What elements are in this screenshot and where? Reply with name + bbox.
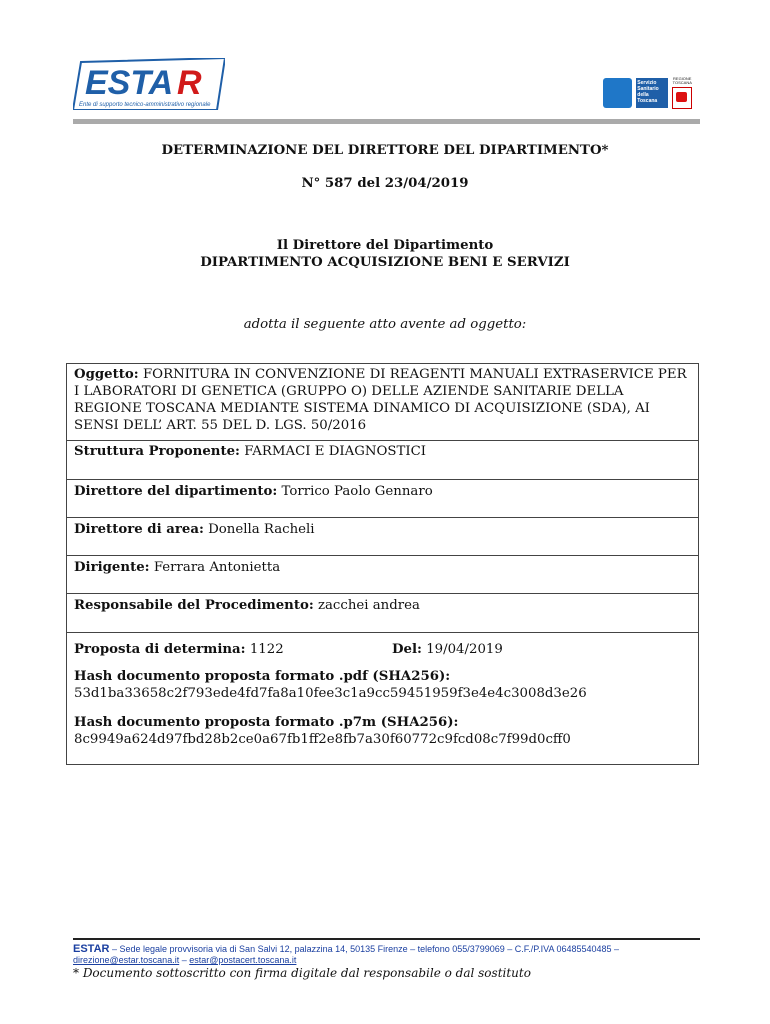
direttore-dip-label: Direttore del dipartimento: [74, 484, 278, 499]
oggetto-value: FORNITURA IN CONVENZIONE DI REAGENTI MANUALI EXTRASERVICE PER I LABORATORI DI GENETICA (GRUPPO O) DELLE AZIENDE SANITARIE DELLA REGIONE TOSCANA MEDIANTE SISTEMA DINAMICO DI ACQUISIZIONE (SDA), AI SENSI DELL’ ART. 55 DEL D. LGS. 50/2016 [74, 367, 687, 433]
direttore-area-row [67, 518, 698, 556]
proposta-label: Proposta di determina: [74, 642, 246, 657]
direttore-area-value: Donella Racheli [208, 522, 315, 537]
proposta-value: 1122 [249, 642, 284, 657]
proposta-row [67, 633, 698, 764]
footer-rule [73, 938, 700, 940]
region-label: REGIONE TOSCANA [672, 76, 692, 85]
footer-email-direzione[interactable]: direzione@estar.toscana.it [73, 955, 180, 965]
dirigente-label: Dirigente: [74, 560, 150, 575]
responsabile-row [67, 594, 698, 633]
header-rule [73, 119, 700, 124]
del-label: Del: [392, 642, 422, 657]
signature-note: * Documento sottoscritto con firma digitale dal responsabile o dal sostituto [73, 966, 531, 980]
struttura-label: Struttura Proponente: [74, 444, 240, 459]
direttore-dipartimento-row [67, 480, 698, 518]
dirigente-row [67, 556, 698, 594]
details-box [66, 363, 699, 765]
document-number: N° 587 del 23/04/2019 [301, 176, 469, 191]
pegasus-shield-icon [672, 87, 692, 109]
oggetto-label: Oggetto: [74, 367, 139, 382]
struttura-value: FARMACI E DIAGNOSTICI [244, 444, 427, 459]
logo-tagline: Ente di supporto tecnico-amministrativo regionale [79, 102, 211, 108]
struttura-row [67, 441, 698, 480]
hash-pdf-value: 53d1ba33658c2f793ede4fd7fa8a10fee3c1a9cc59451959f3e4e4c3008d3e26 [74, 686, 587, 701]
footer-address-text: – Sede legale provvisoria via di San Salvi 12, palazzina 14, 50135 Firenze – telefono 055/3799069 – C.F./P.IVA 06485540485 – [111, 944, 620, 954]
hash-p7m-label: Hash documento proposta formato .p7m (SHA256): [74, 715, 459, 730]
footer-address [73, 944, 700, 966]
svg-text:R: R [177, 64, 202, 102]
footer-separator: – [181, 955, 187, 965]
direttore-dip-value: Torrico Paolo Gennaro [281, 484, 433, 499]
ssr-emblem-icon [603, 78, 632, 108]
del-value: 19/04/2019 [426, 642, 503, 657]
document-title: DETERMINAZIONE DEL DIRETTORE DEL DIPARTIMENTO* [161, 143, 609, 158]
dirigente-value: Ferrara Antonietta [153, 560, 281, 575]
hash-p7m-value: 8c9949a624d97fbd28b2ce0a67fb1ff2e8fb7a30f60772c9fcd08c7f99d0cff0 [74, 732, 571, 747]
footer-brand: ESTAR [73, 943, 110, 955]
responsabile-label: Responsabile del Procedimento: [74, 598, 314, 613]
ssr-label: Servizio Sanitario della Toscana [636, 78, 667, 108]
ssr-logos [603, 76, 693, 110]
responsabile-value: zacchei andrea [318, 598, 420, 613]
director-line: Il Direttore del Dipartimento [276, 238, 494, 253]
estar-logo [73, 58, 225, 110]
direttore-area-label: Direttore di area: [74, 522, 204, 537]
svg-text:ESTA: ESTA [85, 64, 174, 102]
oggetto-row [67, 364, 698, 441]
regione-toscana-logo [672, 77, 693, 109]
intro-text: adotta il seguente atto avente ad oggetto: [243, 317, 527, 332]
footer-email-pec[interactable]: estar@postacert.toscana.it [189, 955, 297, 965]
hash-pdf-label: Hash documento proposta formato .pdf (SHA256): [74, 669, 451, 684]
department-name: DIPARTIMENTO ACQUISIZIONE BENI E SERVIZI [200, 255, 570, 270]
